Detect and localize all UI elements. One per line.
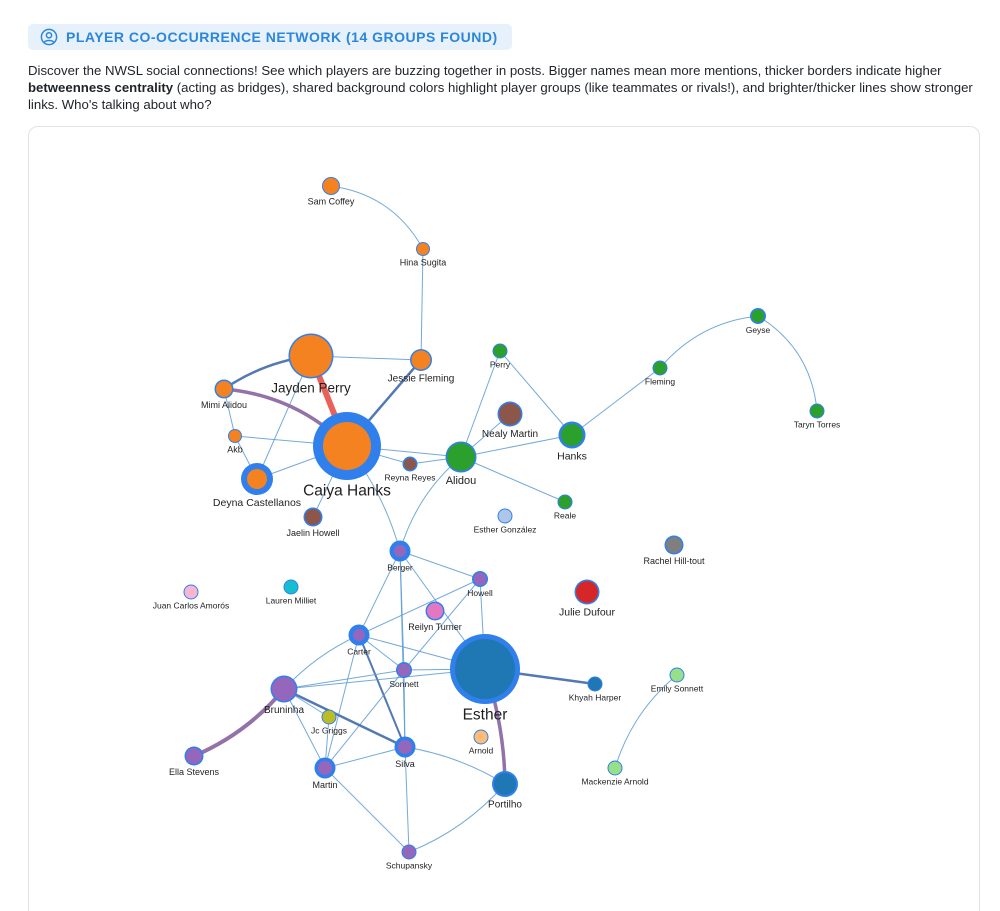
node-label-mimi-alidou: Mimi Alidou [200,400,248,411]
node-label-juan-carlos-amoros: Juan Carlos Amorós [152,600,230,611]
node-fill [474,573,487,586]
node-fill [559,496,572,509]
node-fill [499,510,512,523]
node-portilho[interactable] [492,771,518,797]
node-ella-stevens[interactable] [185,747,204,766]
node-label-jayden-perry: Jayden Perry [271,380,351,396]
node-fill [811,405,824,418]
node-label-rachel-hill-tout: Rachel Hill-tout [643,556,705,567]
node-geyse[interactable] [750,308,766,324]
description-part-1: Discover the NWSL social connections! See which players are buzzing together in posts. Bigger names mean more mentions, thicker borders indicate higher [28,63,942,78]
node-martin[interactable] [315,758,336,779]
node-mimi-alidou[interactable] [215,380,234,399]
node-fill [285,581,298,594]
section-title: PLAYER CO-OCCURRENCE NETWORK (14 GROUPS FOUND) [66,29,498,45]
node-label-akb: Akb [227,444,243,455]
node-fill [499,403,521,425]
edge-sam_coffey-hina_sugita [331,186,423,249]
node-caiya-hanks[interactable] [313,412,381,480]
node-fill [427,603,443,619]
node-fill [323,422,371,470]
node-fill [455,639,515,699]
edge-bruninha-ella_stevens [194,689,284,756]
description-text [28,62,978,113]
node-fill [671,669,684,682]
node-label-emily-sonnett: Emily Sonnett [650,683,704,694]
node-sonnett[interactable] [396,662,412,678]
node-label-portilho: Portilho [488,799,522,811]
node-label-ella-stevens: Ella Stevens [168,767,220,778]
node-jc-griggs[interactable] [322,710,337,725]
node-esther-gonzalez[interactable] [498,509,513,524]
user-circle-icon [40,28,58,46]
node-label-sam-coffey: Sam Coffey [307,196,355,207]
node-taryn-torres[interactable] [810,404,825,419]
node-carter[interactable] [349,625,370,646]
node-fill [229,430,241,442]
node-fill [404,458,416,470]
node-label-deyna-castellanos: Deyna Castellanos [212,496,302,509]
node-fill [272,677,296,701]
node-fill [216,381,232,397]
node-fill [417,243,429,255]
node-label-esther: Esther [462,706,508,724]
node-jayden-perry[interactable] [289,334,334,379]
node-silva[interactable] [395,737,416,758]
node-fill [323,711,336,724]
node-label-hina-sugita: Hina Sugita [399,257,447,268]
node-label-hanks: Hanks [557,450,587,463]
network-graph[interactable] [29,127,979,911]
node-fill [247,469,267,489]
node-fill [353,629,365,641]
node-label-schupansky: Schupansky [385,860,433,871]
node-label-alidou: Alidou [445,474,477,487]
node-khyah-harper[interactable] [588,677,603,692]
node-label-reyna-reyes: Reyna Reyes [384,472,436,483]
edge-sonnett-bruninha [284,670,404,689]
node-label-martin: Martin [312,780,338,791]
node-howell[interactable] [472,571,488,587]
node-sam-coffey[interactable] [322,177,340,195]
node-label-reilyn-turner: Reilyn Turner [408,622,462,633]
node-nealy-martin[interactable] [498,402,523,427]
node-perry[interactable] [493,344,508,359]
node-hanks[interactable] [559,422,586,449]
node-fill [447,443,475,471]
node-fill [323,178,339,194]
node-fill [398,740,412,754]
node-esther[interactable] [450,634,520,704]
node-label-esther-gonzalez: Esther González [473,524,537,535]
node-fill [398,664,411,677]
node-fill [752,310,765,323]
node-fill [561,424,583,446]
node-label-lauren-milliet: Lauren Milliet [265,595,317,606]
node-reilyn-turner[interactable] [426,602,445,621]
node-fill [290,335,332,377]
node-fill [589,678,602,691]
node-mackenzie-arnold[interactable] [608,761,623,776]
node-fill [666,537,682,553]
node-lauren-milliet[interactable] [284,580,299,595]
node-label-fleming: Fleming [644,376,676,387]
node-fill [185,586,198,599]
node-rachel-hill-tout[interactable] [665,536,684,555]
node-label-reale: Reale [553,510,577,521]
edge-bruninha-silva [284,689,405,747]
network-panel[interactable] [28,126,980,911]
node-fill [576,581,598,603]
node-fill [654,362,667,375]
node-fill [475,731,488,744]
node-label-berger: Berger [387,562,413,573]
node-fill [186,748,202,764]
edge-alidou-reale [461,457,565,502]
edge-fleming-geyse [660,316,758,368]
node-label-sonnett: Sonnett [389,679,419,690]
node-label-jaelin-howell: Jaelin Howell [286,528,340,539]
node-fill [412,351,431,370]
node-label-geyse: Geyse [745,325,771,336]
node-label-nealy-martin: Nealy Martin [481,429,539,440]
edge-martin-silva [325,747,405,768]
description-bold: betweenness centrality [28,80,174,95]
node-fill [609,762,622,775]
node-hina-sugita[interactable] [416,242,430,256]
node-jaelin-howell[interactable] [304,508,323,527]
node-jessie-fleming[interactable] [410,349,432,371]
node-deyna-castellanos[interactable] [241,463,273,495]
node-label-khyah-harper: Khyah Harper [568,692,622,703]
node-arnold[interactable] [474,730,489,745]
node-reale[interactable] [558,495,573,510]
node-label-bruninha: Bruninha [263,705,305,716]
node-juan-carlos-amoros[interactable] [184,585,199,600]
node-label-mackenzie-arnold: Mackenzie Arnold [581,776,649,787]
node-label-carter: Carter [347,646,371,657]
node-reyna-reyes[interactable] [403,457,418,472]
node-berger[interactable] [390,541,411,562]
node-label-taryn-torres: Taryn Torres [793,419,841,430]
labels-layer [153,197,841,871]
node-label-perry: Perry [489,359,511,370]
node-emily-sonnett[interactable] [670,668,685,683]
section-header [28,24,512,50]
description-part-2: (acting as bridges), shared background colors highlight player groups (like teammates or rivals!), and brighter/thicker lines show stronger links. Who's talking about who? [28,80,973,112]
node-schupansky[interactable] [402,845,417,860]
node-bruninha[interactable] [271,676,298,703]
node-label-jc-griggs: Jc Griggs [311,725,347,736]
node-fill [494,345,507,358]
node-akb[interactable] [228,429,242,443]
node-fill [494,773,516,795]
edge-portilho-schupansky [409,784,505,852]
node-label-arnold: Arnold [468,745,494,756]
node-label-silva: Silva [395,759,415,770]
node-label-howell: Howell [467,588,493,599]
node-fill [394,545,406,557]
node-fill [305,509,321,525]
node-label-jessie-fleming: Jessie Fleming [387,373,455,385]
node-fill [318,761,332,775]
edge-martin-schupansky [325,768,409,852]
node-alidou[interactable] [446,442,477,473]
node-julie-dufour[interactable] [575,580,600,605]
node-fleming[interactable] [653,361,668,376]
node-label-caiya-hanks: Caiya Hanks [303,482,391,500]
node-label-julie-dufour: Julie Dufour [558,606,616,619]
node-fill [403,846,416,859]
